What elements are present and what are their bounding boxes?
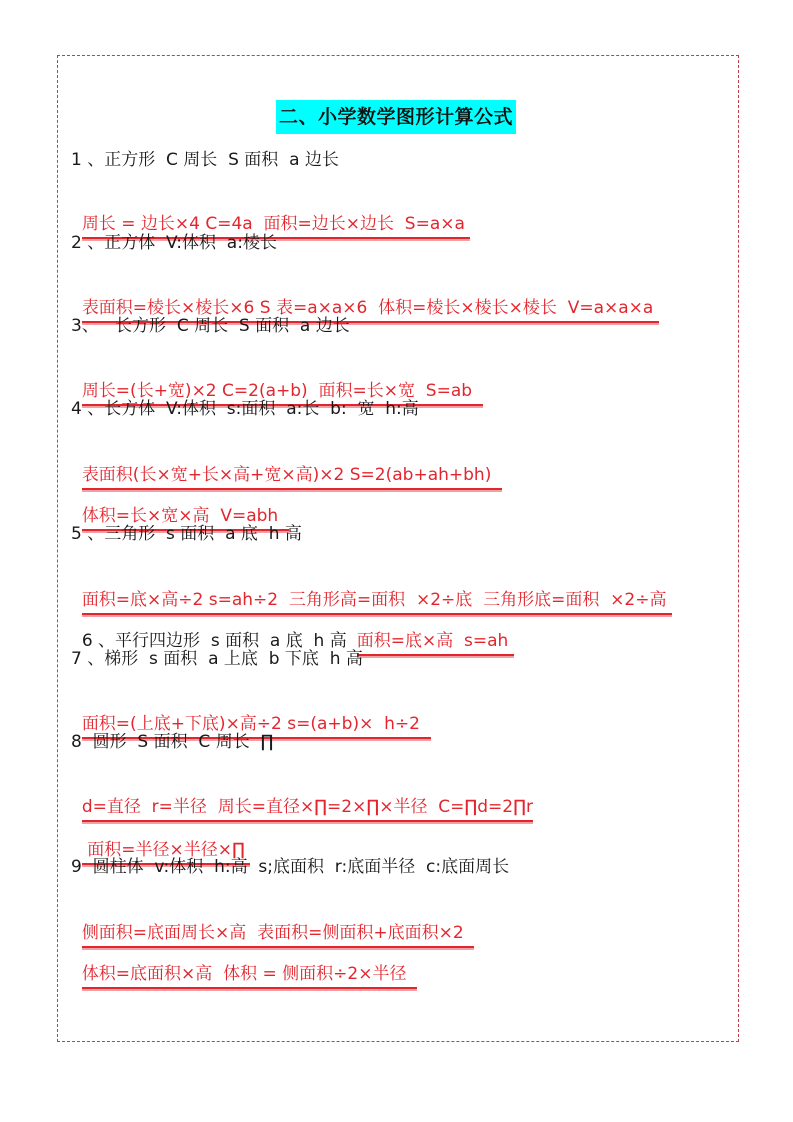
section-6-heading: 6 、平行四边形 s 面积 a 底 h 高 <box>81 631 347 651</box>
section-3-heading: 3、 长方形 C 周长 S 面积 a 边长 <box>71 316 350 336</box>
section-9-heading: 9 圆柱体 v:体积 h:高 s;底面积 r:底面半径 c:底面周长 <box>71 857 510 877</box>
section-7-formula-row <box>71 688 431 734</box>
section-4-heading: 4 、长方体 V:体积 s:面积 a:长 b: 宽 h:高 <box>71 399 419 419</box>
section-4-formula-row-1 <box>71 439 503 485</box>
section-6-formula-1: 面积=底×高 s=ah <box>357 629 514 656</box>
section-1-formula-row <box>71 188 471 234</box>
section-9-formula-1: 侧面积=底面周长×高 表面积=侧面积+底面积×2 <box>82 921 475 948</box>
section-7-formula-1: 面积=(上底+下底)×高÷2 s=(a+b)× h÷2 <box>82 712 431 739</box>
section-8-formula-2: 面积=半径×半径×∏ <box>82 838 250 865</box>
section-9-formula-row-2 <box>71 938 418 984</box>
section-5-heading: 5 、三角形 s 面积 a 底 h 高 <box>71 524 302 544</box>
section-2-heading: 2 、正方体 V:体积 a:棱长 <box>71 233 277 253</box>
section-1-heading: 1 、正方形 C 周长 S 面积 a 边长 <box>71 150 339 170</box>
section-3-formula-1: 周长=(长+宽)×2 C=2(a+b) 面积=长×宽 S=ab <box>82 379 483 406</box>
section-4-formula-row-2 <box>71 480 290 526</box>
section-8-formula-1: d=直径 r=半径 周长=直径×∏=2×∏×半径 C=∏d=2∏r <box>82 795 533 822</box>
section-8-formula-row-2 <box>71 814 251 860</box>
section-8-heading: 8 圆形 S 面积 C 周长 ∏ <box>71 732 274 752</box>
section-2-formula-1: 表面积=棱长×棱长×6 S 表=a×a×6 体积=棱长×棱长×棱长 V=a×a×a <box>82 296 659 323</box>
section-9-formula-2: 体积=底面积×高 体积 = 侧面积÷2×半径 <box>82 962 417 989</box>
section-4-formula-2: 体积=长×宽×高 V=abh <box>82 504 289 531</box>
section-3-formula-row <box>71 355 483 401</box>
section-4-formula-1: 表面积(长×宽+长×高+宽×高)×2 S=2(ab+ah+bh) <box>82 463 502 490</box>
section-9-formula-row-1 <box>71 897 475 943</box>
section-5-formula-1: 面积=底×高÷2 s=ah÷2 三角形高=面积 ×2÷底 三角形底=面积 ×2÷高 <box>82 588 672 615</box>
section-6-row <box>71 605 514 651</box>
page-title: 二、小学数学图形计算公式 <box>276 100 516 134</box>
section-8-formula-row-1 <box>71 771 533 817</box>
section-1-formula-1: 周长 = 边长×4 C=4a 面积=边长×边长 S=a×a <box>82 212 471 239</box>
section-7-heading: 7 、梯形 s 面积 a 上底 b 下底 h 高 <box>71 649 363 669</box>
section-2-formula-row <box>71 272 659 318</box>
section-5-formula-row <box>71 564 672 610</box>
